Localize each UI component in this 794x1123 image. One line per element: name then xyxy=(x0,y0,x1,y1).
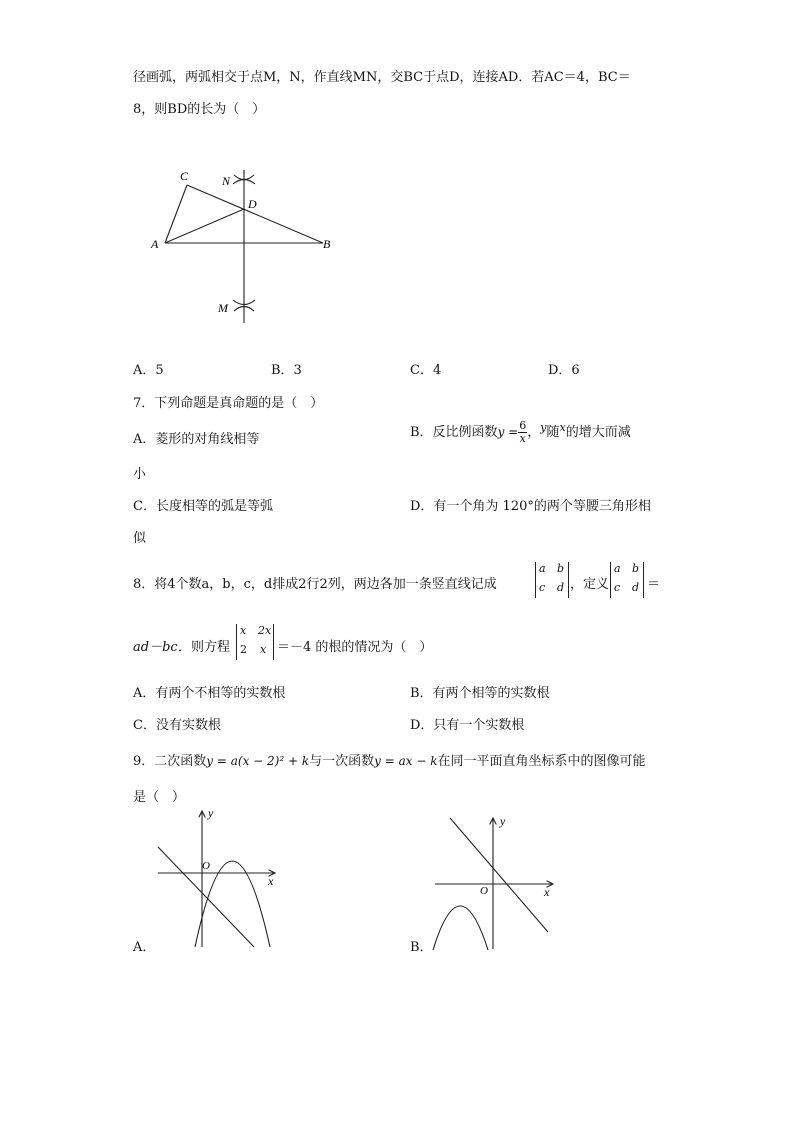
q7-b-denominator: x xyxy=(519,432,526,445)
q7-option-b xyxy=(410,420,631,445)
q8-define-text: ，定义 xyxy=(570,577,610,592)
y-axis-label: y xyxy=(500,814,506,828)
q9-graph-b xyxy=(430,812,560,952)
q9-option-a-label: A． xyxy=(133,940,156,955)
q6-option-a: A．5 xyxy=(133,363,164,378)
q7-stem: 7．下列命题是真命题的是（ ） xyxy=(133,396,324,411)
q7-option-b-continued: 小 xyxy=(133,467,147,482)
label-n: N xyxy=(222,174,231,188)
det-a: a xyxy=(539,562,546,575)
q7-option-a: A．菱形的对角线相等 xyxy=(133,432,260,447)
q8-option-b: B．有两个相等的实数根 xyxy=(410,686,550,701)
label-b: B xyxy=(323,237,331,251)
q9-suffix: 在同一平面直角坐标系中的图像可能 xyxy=(437,754,646,769)
eq-det-a: x xyxy=(240,624,247,637)
q8-determinant-notation xyxy=(535,562,569,598)
eq-det-c: 2 xyxy=(240,643,247,656)
q9-prefix: 9．二次函数 xyxy=(133,754,207,769)
intro-line-1: 径画弧，两弧相交于点M，N，作直线MN，交BC于点D，连接AD．若AC＝4，BC＝ xyxy=(133,70,631,85)
q8-determinant-definition xyxy=(610,562,644,598)
segment-ac xyxy=(165,185,187,243)
label-m: M xyxy=(218,301,228,315)
q7-b-mid1: ， xyxy=(527,425,541,440)
q9-graph-a xyxy=(150,805,285,950)
eq-det-b: 2x xyxy=(258,624,272,637)
label-c: C xyxy=(180,169,189,183)
q7-b-y: y xyxy=(540,421,547,434)
det-def-b: b xyxy=(632,562,640,575)
q9-option-b-label: B． xyxy=(410,940,433,955)
origin-label: O xyxy=(480,885,488,897)
q6-option-d: D．6 xyxy=(548,363,580,378)
parabola-graph xyxy=(433,906,488,950)
q8-equals: ＝ xyxy=(647,577,661,592)
origin-label: O xyxy=(202,860,210,872)
q6-option-b: B．3 xyxy=(271,363,302,378)
q8-definition-expression: ad－bc xyxy=(133,640,178,655)
parabola-graph xyxy=(195,861,270,947)
q6-option-c: C．4 xyxy=(410,363,442,378)
q8-stem-prefix: 8．将4个数a，b，c，d排成2行2列，两边各加一条竖直线记成 xyxy=(133,577,497,592)
line-graph xyxy=(450,818,548,932)
q8-option-d: D．只有一个实数根 xyxy=(410,718,525,733)
q7-option-d: D．有一个角为 120°的两个等腰三角形相 xyxy=(410,499,651,514)
q9-stem xyxy=(133,750,646,769)
det-c: c xyxy=(539,581,546,594)
segment-ad xyxy=(165,209,244,243)
q9-quadratic: y = a(x − 2)² + k xyxy=(206,754,310,768)
q8-option-c: C．没有实数根 xyxy=(133,718,221,733)
q7-b-suffix: 的增大而减 xyxy=(565,425,631,440)
label-a: A xyxy=(151,237,159,251)
q9-mid: 与一次函数 xyxy=(309,754,375,769)
det-def-d: d xyxy=(632,581,640,594)
q7-b-fraction xyxy=(518,420,527,445)
geometry-figure xyxy=(140,158,360,328)
x-axis-label: x xyxy=(268,874,274,888)
eq-det-d: x xyxy=(260,643,267,656)
q9-linear: y = ax − k xyxy=(374,754,438,768)
q9-stem-continued: 是（ ） xyxy=(133,790,186,805)
q7-b-mid2: 随 xyxy=(546,425,560,440)
q8-equation-determinant xyxy=(236,624,274,660)
q7-b-x: x xyxy=(559,421,566,434)
det-def-a: a xyxy=(614,562,621,575)
q8-option-a: A．有两个不相等的实数根 xyxy=(133,686,286,701)
segment-cb xyxy=(187,185,323,243)
det-def-c: c xyxy=(614,581,621,594)
q8-equation-prefix: ．则方程 xyxy=(178,640,231,655)
det-d: d xyxy=(557,581,565,594)
det-b: b xyxy=(557,562,565,575)
q7-option-d-continued: 似 xyxy=(133,531,147,546)
q7-b-eq: y = xyxy=(497,425,519,439)
q7-option-c: C．长度相等的弧是等弧 xyxy=(133,499,273,514)
y-axis-label: y xyxy=(208,806,214,820)
intro-line-2: 8，则BD的长为（ ） xyxy=(133,102,266,117)
q7-b-prefix: B．反比例函数 xyxy=(410,425,498,440)
x-axis-label: x xyxy=(544,885,550,899)
label-d: D xyxy=(248,197,257,211)
q8-equation-suffix: ＝－4 的根的情况为（ ） xyxy=(277,640,433,655)
q7-b-numerator: 6 xyxy=(519,419,527,432)
